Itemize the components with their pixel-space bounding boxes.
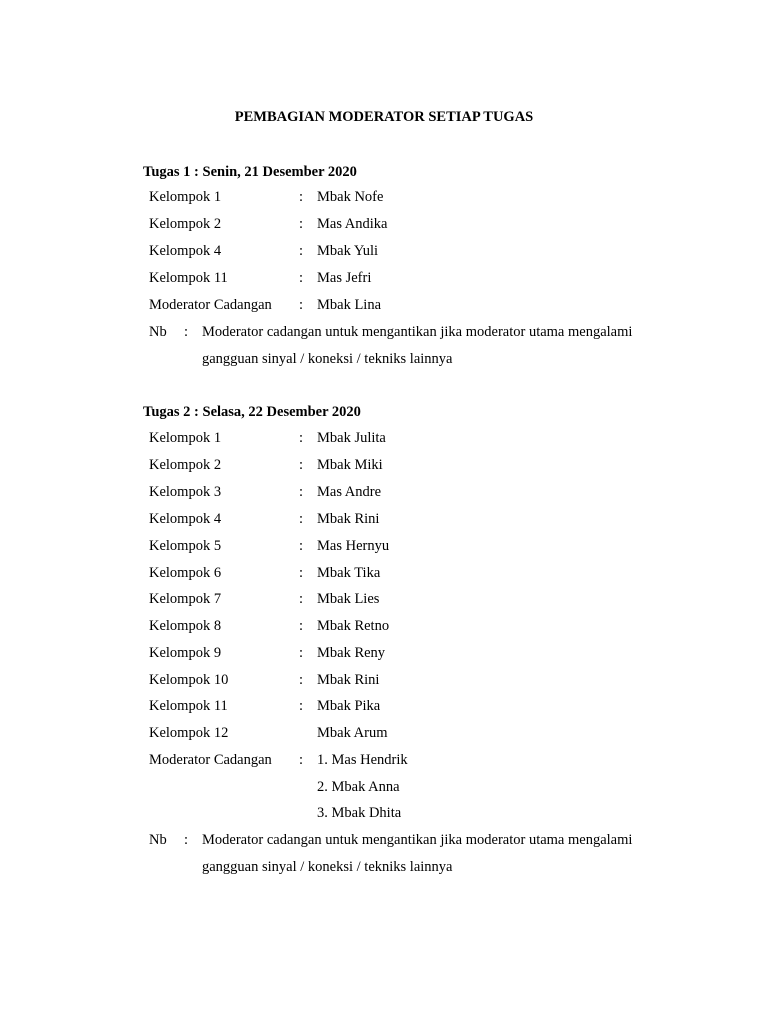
group-label: Kelompok 12: [149, 725, 229, 741]
group-label: Kelompok 6: [149, 565, 222, 581]
group-label: Kelompok 9: [149, 645, 222, 661]
group-label: Kelompok 2: [149, 216, 222, 232]
assignment-row: [0, 779, 768, 799]
group-label: Kelompok 11: [149, 698, 228, 714]
assignment-row: [0, 805, 768, 825]
section-heading: Tugas 2 : Selasa, 22 Desember 2020: [143, 404, 361, 420]
note-text-line1: Moderator cadangan untuk mengantikan jika moderator utama mengalami: [202, 324, 633, 340]
assignment-row: [0, 698, 768, 718]
assignment-row: [0, 297, 768, 317]
moderator-name: Mas Jefri: [317, 270, 372, 286]
assignment-row: [0, 618, 768, 638]
moderator-name: Mbak Tika: [317, 565, 381, 581]
note-label: Nb: [149, 324, 167, 340]
separator: :: [299, 189, 304, 205]
group-label: Kelompok 10: [149, 672, 229, 688]
group-label: Kelompok 7: [149, 591, 222, 607]
moderator-name: Mbak Lina: [317, 297, 382, 313]
moderator-name: Mbak Pika: [317, 698, 381, 714]
assignment-row: [0, 672, 768, 692]
moderator-name: Mbak Julita: [317, 430, 386, 446]
note-text-line1: Moderator cadangan untuk mengantikan jika moderator utama mengalami: [202, 832, 633, 848]
group-label: Moderator Cadangan: [149, 297, 272, 313]
note-text-line2: gangguan sinyal / koneksi / tekniks lainnya: [202, 859, 453, 875]
separator: :: [299, 297, 304, 313]
group-label: Kelompok 5: [149, 538, 222, 554]
moderator-name: 2. Mbak Anna: [317, 779, 400, 795]
assignment-row: [0, 484, 768, 504]
moderator-name: Mbak Retno: [317, 618, 390, 634]
assignment-row: [0, 511, 768, 531]
moderator-name: Mas Andika: [317, 216, 388, 232]
assignment-row: [0, 591, 768, 611]
separator: :: [299, 565, 304, 581]
separator: :: [299, 216, 304, 232]
assignment-row: [0, 270, 768, 290]
assignment-row: [0, 243, 768, 263]
group-label: Kelompok 3: [149, 484, 222, 500]
separator: :: [299, 618, 304, 634]
separator: :: [299, 591, 304, 607]
assignment-row: [0, 645, 768, 665]
moderator-name: Mbak Miki: [317, 457, 383, 473]
separator: :: [299, 243, 304, 259]
note-text-line2: gangguan sinyal / koneksi / tekniks lainnya: [202, 351, 453, 367]
separator: :: [184, 832, 189, 848]
moderator-name: 3. Mbak Dhita: [317, 805, 402, 821]
moderator-name: Mbak Nofe: [317, 189, 384, 205]
separator: :: [184, 324, 189, 340]
group-label: Kelompok 8: [149, 618, 222, 634]
assignment-row: [0, 189, 768, 209]
group-label: Kelompok 11: [149, 270, 228, 286]
separator: :: [299, 430, 304, 446]
separator: :: [299, 672, 304, 688]
assignment-row: [0, 725, 768, 745]
separator: :: [299, 484, 304, 500]
moderator-name: Mbak Rini: [317, 511, 380, 527]
separator: :: [299, 752, 304, 768]
group-label: Kelompok 1: [149, 430, 222, 446]
page-title: PEMBAGIAN MODERATOR SETIAP TUGAS: [234, 109, 534, 125]
group-label: Kelompok 4: [149, 243, 222, 259]
assignment-row: [0, 538, 768, 558]
moderator-name: Mas Andre: [317, 484, 382, 500]
separator: :: [299, 698, 304, 714]
separator: :: [299, 645, 304, 661]
assignment-row: [0, 216, 768, 236]
group-label: Kelompok 4: [149, 511, 222, 527]
moderator-name: Mbak Reny: [317, 645, 386, 661]
assignment-row: [0, 457, 768, 477]
moderator-name: Mbak Yuli: [317, 243, 379, 259]
moderator-name: Mas Hernyu: [317, 538, 390, 554]
moderator-name: Mbak Lies: [317, 591, 380, 607]
assignment-row: [0, 752, 768, 772]
moderator-name: Mbak Arum: [317, 725, 388, 741]
assignment-row: [0, 565, 768, 585]
moderator-name: Mbak Rini: [317, 672, 380, 688]
separator: :: [299, 270, 304, 286]
group-label: Kelompok 1: [149, 189, 222, 205]
separator: :: [299, 511, 304, 527]
group-label: Kelompok 2: [149, 457, 222, 473]
assignment-row: [0, 430, 768, 450]
note-label: Nb: [149, 832, 167, 848]
group-label: Moderator Cadangan: [149, 752, 272, 768]
separator: :: [299, 538, 304, 554]
separator: :: [299, 457, 304, 473]
moderator-name: 1. Mas Hendrik: [317, 752, 408, 768]
section-heading: Tugas 1 : Senin, 21 Desember 2020: [143, 164, 357, 180]
